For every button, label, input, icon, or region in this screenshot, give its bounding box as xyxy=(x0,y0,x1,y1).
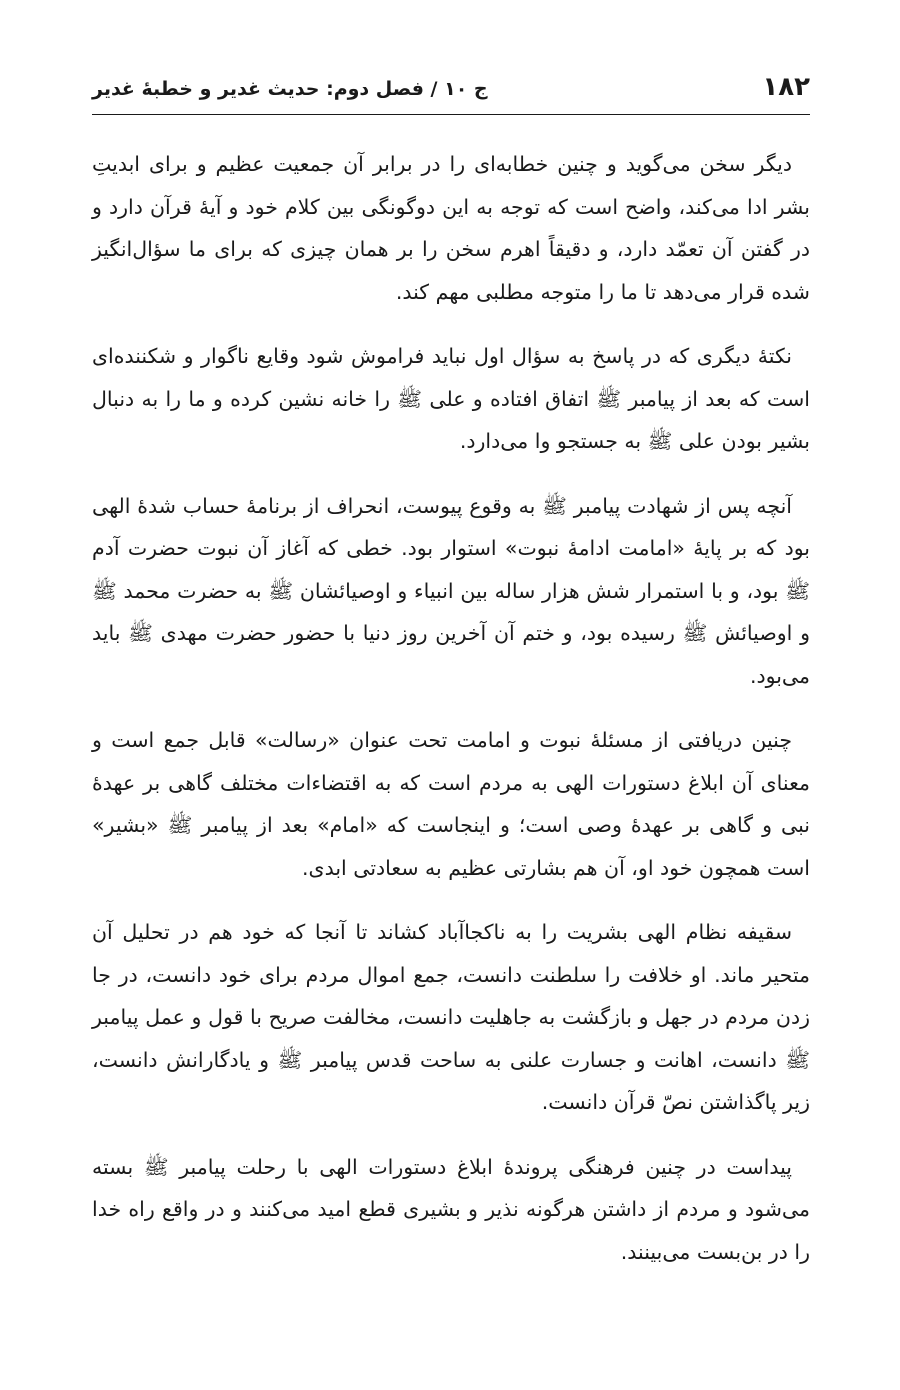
paragraph: چنین دریافتی از مسئلهٔ نبوت و امامت تحت عنوان «رسالت» قابل جمع است و معنای آن ابلاغ دستورات الهی به مردم است که به اقتضاءات مختلف گاهی بر عهدهٔ نبی و گاهی بر عهدهٔ وصی است؛ و اینجاست که «امام» بعد از پیامبر ﷺ «بشیر» است همچون خود او، آن هم بشارتی عظیم به سعادتی ابدی. xyxy=(92,728,810,880)
book-page xyxy=(92,62,810,1295)
paragraph: دیگر سخن می‌گوید و چنین خطابه‌ای را در برابر آن جمعیت عظیم و برای ابدیتِ بشر ادا می‌کند، واضح است که توجه به این دوگونگی بین کلام خود و آیهٔ قرآن دارد و در گفتن آن تعمّد دارد، و دقیقاً اهرم سخن را بر همان چیزی که برای ما سؤال‌انگیز شده قرار می‌دهد تا ما را متوجه مطلبی مهم کند. xyxy=(92,152,810,304)
body-text xyxy=(92,143,810,1273)
paragraph: نکتهٔ دیگری که در پاسخ به سؤال اول نباید فراموش شود وقایع ناگوار و شکننده‌ای است که بعد از پیامبر ﷺ اتفاق افتاده و علی ﷺ را خانه نشین کرده و ما را به دنبال بشیر بودن علی ﷺ به جستجو وا می‌دارد. xyxy=(92,344,810,453)
paragraph: آنچه پس از شهادت پیامبر ﷺ به وقوع پیوست، انحراف از برنامهٔ حساب شدهٔ الهی بود که بر پایهٔ «امامت ادامهٔ نبوت» استوار بود. خطی که آغاز آن نبوت حضرت آدم ﷺ بود، و با استمرار شش هزار ساله بین انبیاء و اوصیائشان ﷺ به حضرت محمد ﷺ و اوصیائش ﷺ رسیده بود، و ختم آن آخرین روز دنیا با حضور حضرت مهدی ﷺ باید می‌بود. xyxy=(92,493,810,688)
running-title: ج ۱۰ / فصل دوم: حدیث غدیر و خطبهٔ غدیر xyxy=(92,78,488,100)
paragraph: پیداست در چنین فرهنگی پروندهٔ ابلاغ دستورات الهی با رحلت پیامبر ﷺ بسته می‌شود و مردم از داشتن هرگونه نذیر و بشیری قطع امید می‌کنند و در واقع راه خدا را در بن‌بست می‌بینند. xyxy=(92,1154,810,1264)
page-header xyxy=(92,62,810,115)
paragraph: سقیفه نظام الهی بشریت را به ناکجاآباد کشاند تا آنجا که خود هم در تحلیل آن متحیر ماند. او خلافت را سلطنت دانست، جمع اموال مردم برای خود دانست، در جا زدن مردم در جهل و بازگشت به جاهلیت دانست، مخالفت صریح با قول و عمل پیامبر ﷺ دانست، اهانت و جسارت علنی به ساحت قدس پیامبر ﷺ و یادگارانش دانست، زیر پاگذاشتن نصّ قرآن دانست. xyxy=(92,920,810,1114)
page-number: ۱۸۲ xyxy=(762,72,810,102)
